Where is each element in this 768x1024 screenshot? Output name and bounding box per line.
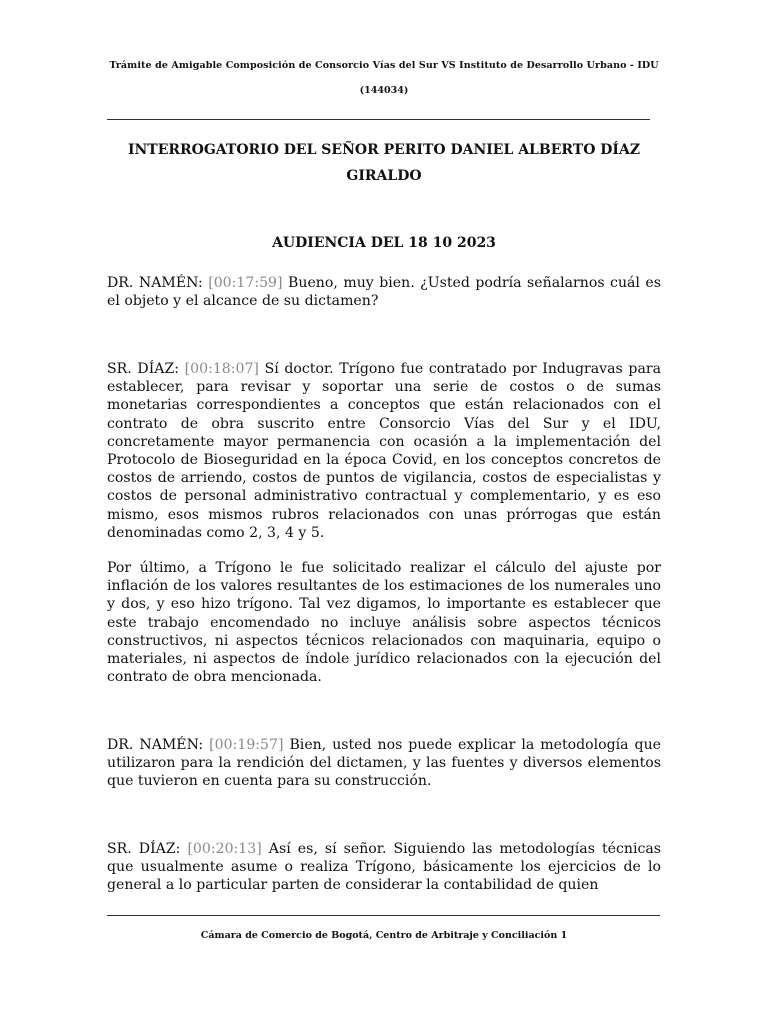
timestamp: [00:19:57]	[209, 737, 284, 753]
transcript-paragraph	[107, 559, 661, 686]
transcript-paragraph	[107, 840, 661, 895]
document-title: INTERROGATORIO DEL SEÑOR PERITO DANIEL ALBERTO DÍAZ GIRALDO	[127, 142, 641, 184]
speaker-label: SR. DÍAZ:	[107, 361, 179, 377]
speaker-label: DR. NAMÉN:	[107, 275, 203, 291]
header-case-number: (144034)	[359, 85, 409, 96]
speaker-label: SR. DÍAZ:	[107, 841, 181, 857]
speaker-label: DR. NAMÉN:	[107, 737, 204, 753]
hearing-date-heading: AUDIENCIA DEL 18 10 2023	[272, 235, 496, 251]
timestamp: [00:17:59]	[208, 275, 283, 291]
transcript-paragraph	[107, 274, 661, 310]
transcript-paragraph	[107, 736, 661, 791]
header-divider	[107, 119, 650, 120]
timestamp: [00:18:07]	[184, 361, 259, 377]
paragraph-text: Bien, usted nos puede explicar la metodología que utilizaron para la rendición del dictamen, y las fuentes y diversos elementos que tuvieron en cuenta para su construcción.	[107, 737, 661, 790]
footer-divider	[107, 915, 660, 916]
timestamp: [00:20:13]	[187, 841, 262, 857]
paragraph-text: Bueno, muy bien. ¿Usted podría señalarnos cuál es el objeto y el alcance de su dictamen?	[107, 275, 662, 310]
transcript-paragraph	[107, 360, 661, 542]
paragraph-text: Así es, sí señor. Siguiendo las metodologías técnicas que usualmente asume o realiza Trígono, básicamente los ejercicios de lo general a lo particular parten de considerar la contabilidad de quien	[107, 841, 661, 894]
header-case-title: Trámite de Amigable Composición de Consorcio Vías del Sur VS Instituto de Desarrollo Urbano - IDU	[109, 60, 659, 71]
paragraph-text: Por último, a Trígono le fue solicitado realizar el cálculo del ajuste por inflación de los valores resultantes de los estimaciones de los numerales uno y dos, y eso hizo trígono. Tal vez digamos, lo importante es establecer que este trabajo encomendado no incluye análisis sobre aspectos técnicos constructivos, ni aspectos técnicos relacionados con maquinaria, equipo o materiales, ni aspectos de índole jurídico relacionados con la ejecución del contrato de obra mencionada.	[107, 560, 661, 686]
footer-text: Cámara de Comercio de Bogotá, Centro de Arbitraje y Conciliación 1	[200, 930, 568, 941]
paragraph-text: Sí doctor. Trígono fue contratado por Indugravas para establecer, para revisar y soportar una serie de costos o de sumas monetarias correspondientes a conceptos que están relacionados con el contrato de obra suscrito entre Consorcio Vías del Sur y el IDU, concretamente mayor permanencia con ocasión a la implementación del Protocolo de Bioseguridad en la época Covid, en los conceptos concretos de costos de arriendo, costos de puntos de vigilancia, costos de especialistas y costos de personal administrativo contractual y complementario, y es eso mismo, esos mismos rubros relacionados con unas prórrogas que están denominadas como 2, 3, 4 y 5.	[107, 361, 661, 541]
